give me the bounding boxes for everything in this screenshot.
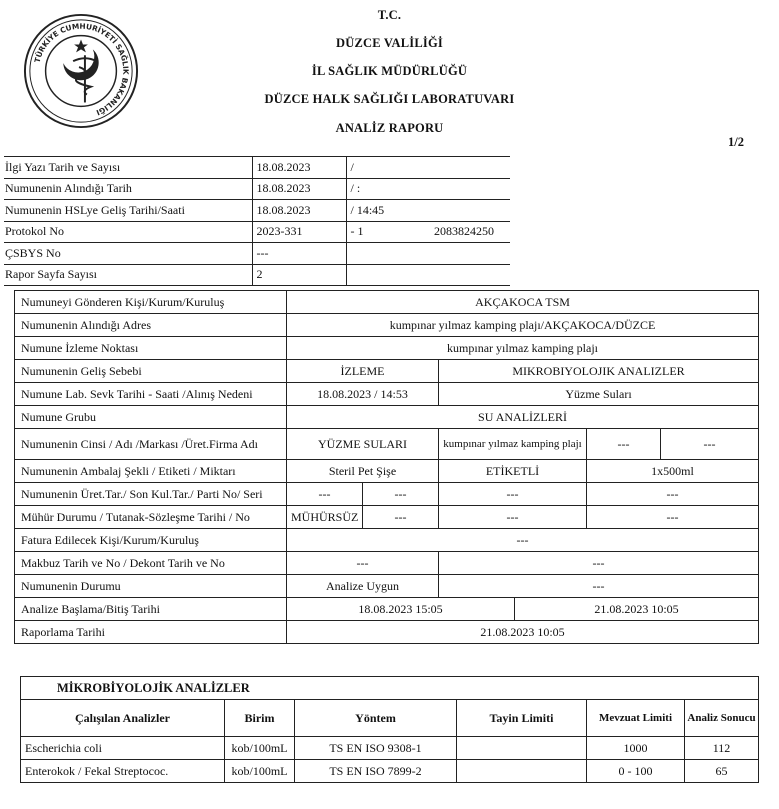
info-value: / : bbox=[346, 178, 430, 200]
pack-label: Numunenin Ambalaj Şekli / Etiketi / Miktarı bbox=[15, 460, 287, 483]
report-date-label: Raporlama Tarihi bbox=[15, 621, 287, 644]
info-value: 18.08.2023 bbox=[252, 157, 346, 179]
sender-value: AKÇAKOCA TSM bbox=[287, 291, 759, 314]
analysis-unit: kob/100mL bbox=[225, 760, 295, 783]
sample-row bbox=[15, 460, 759, 483]
receipt-value-2: --- bbox=[439, 552, 759, 575]
micro-title: MİKROBİYOLOJİK ANALİZLER bbox=[21, 677, 759, 700]
info-value bbox=[346, 264, 430, 286]
sample-row bbox=[15, 429, 759, 460]
page-number: 1/2 bbox=[728, 135, 744, 149]
kind-value-4: --- bbox=[661, 429, 759, 460]
receipt-label: Makbuz Tarih ve No / Dekont Tarih ve No bbox=[15, 552, 287, 575]
info-value: 2023-331 bbox=[252, 221, 346, 243]
sample-row bbox=[15, 598, 759, 621]
info-label: Rapor Sayfa Sayısı bbox=[4, 264, 252, 286]
seal-value-4: --- bbox=[587, 506, 759, 529]
info-label: Numunenin Alındığı Tarih bbox=[4, 178, 252, 200]
info-value: --- bbox=[252, 243, 346, 265]
pack-value-3: 1x500ml bbox=[587, 460, 759, 483]
sample-table bbox=[14, 290, 759, 644]
info-label: ÇSBYS No bbox=[4, 243, 252, 265]
sample-row bbox=[15, 483, 759, 506]
info-value bbox=[430, 178, 510, 200]
point-value: kumpınar yılmaz kamping plajı bbox=[287, 337, 759, 360]
prod-value-3: --- bbox=[439, 483, 587, 506]
header-governorship: DÜZCE VALİLİĞİ bbox=[336, 36, 443, 50]
analysis-method: TS EN ISO 9308-1 bbox=[295, 737, 457, 760]
analysis-regulation-limit: 1000 bbox=[587, 737, 685, 760]
group-label: Numune Grubu bbox=[15, 406, 287, 429]
prod-value-4: --- bbox=[587, 483, 759, 506]
pack-value-2: ETİKETLİ bbox=[439, 460, 587, 483]
prod-label: Numunenin Üret.Tar./ Son Kul.Tar./ Parti No/ Seri bbox=[15, 483, 287, 506]
micro-header-row bbox=[21, 700, 759, 737]
reason-label: Numunenin Geliş Sebebi bbox=[15, 360, 287, 383]
address-label: Numunenin Alındığı Adres bbox=[15, 314, 287, 337]
info-value bbox=[430, 264, 510, 286]
table-row bbox=[21, 760, 759, 783]
sample-row bbox=[15, 337, 759, 360]
info-value: 18.08.2023 bbox=[252, 200, 346, 222]
header-directorate: İL SAĞLIK MÜDÜRLÜĞÜ bbox=[311, 64, 468, 78]
kind-label: Numunenin Cinsi / Adı /Markası /Üret.Firma Adı bbox=[15, 429, 287, 460]
analysis-method: TS EN ISO 7899-2 bbox=[295, 760, 457, 783]
state-label: Numunenin Durumu bbox=[15, 575, 287, 598]
invoice-value: --- bbox=[287, 529, 759, 552]
pack-value-1: Steril Pet Şişe bbox=[287, 460, 439, 483]
info-value: / bbox=[346, 157, 430, 179]
address-value: kumpınar yılmaz kamping plajı/AKÇAKOCA/DÜZCE bbox=[287, 314, 759, 337]
info-value: 2083824250 bbox=[430, 221, 510, 243]
micro-table bbox=[20, 676, 759, 783]
header-laboratory: DÜZCE HALK SAĞLIĞI LABORATUVARI bbox=[264, 92, 515, 106]
info-value bbox=[430, 200, 510, 222]
sample-row bbox=[15, 529, 759, 552]
kind-value-3: --- bbox=[587, 429, 661, 460]
info-row bbox=[4, 243, 510, 265]
analysis-date-label: Analize Başlama/Bitiş Tarihi bbox=[15, 598, 287, 621]
info-label: Protokol No bbox=[4, 221, 252, 243]
analysis-end: 21.08.2023 10:05 bbox=[515, 598, 759, 621]
analysis-result: 112 bbox=[685, 737, 759, 760]
analysis-name: Escherichia coli bbox=[21, 737, 225, 760]
analysis-start: 18.08.2023 15:05 bbox=[287, 598, 515, 621]
header-unit: Birim bbox=[225, 700, 295, 737]
state-value-2: --- bbox=[439, 575, 759, 598]
info-value: 2 bbox=[252, 264, 346, 286]
info-value: / 14:45 bbox=[346, 200, 430, 222]
kind-value-2: kumpınar yılmaz kamping plajı bbox=[439, 429, 587, 460]
sample-row bbox=[15, 314, 759, 337]
reason-value-1: İZLEME bbox=[287, 360, 439, 383]
header-tc: T.C. bbox=[377, 8, 402, 22]
table-row bbox=[21, 737, 759, 760]
dispatch-label: Numune Lab. Sevk Tarihi - Saati /Alınış Nedeni bbox=[15, 383, 287, 406]
seal-label: Mühür Durumu / Tutanak-Sözleşme Tarihi / No bbox=[15, 506, 287, 529]
sender-label: Numuneyi Gönderen Kişi/Kurum/Kuruluş bbox=[15, 291, 287, 314]
header-result: Analiz Sonucu bbox=[685, 700, 759, 737]
state-value-1: Analize Uygun bbox=[287, 575, 439, 598]
seal-value-1: MÜHÜRSÜZ bbox=[287, 506, 363, 529]
analysis-detection-limit bbox=[457, 737, 587, 760]
micro-title-row bbox=[21, 677, 759, 700]
info-row bbox=[4, 221, 510, 243]
info-label: Numunenin HSLye Geliş Tarihi/Saati bbox=[4, 200, 252, 222]
analysis-unit: kob/100mL bbox=[225, 737, 295, 760]
header-regulation-limit: Mevzuat Limiti bbox=[587, 700, 685, 737]
prod-value-1: --- bbox=[287, 483, 363, 506]
sample-row bbox=[15, 406, 759, 429]
info-value: - 1 bbox=[346, 221, 430, 243]
info-row bbox=[4, 264, 510, 286]
reason-value-2: MIKROBIYOLOJIK ANALIZLER bbox=[439, 360, 759, 383]
info-label: İlgi Yazı Tarih ve Sayısı bbox=[4, 157, 252, 179]
report-date-value: 21.08.2023 10:05 bbox=[287, 621, 759, 644]
seal-value-2: --- bbox=[363, 506, 439, 529]
sample-row bbox=[15, 291, 759, 314]
prod-value-2: --- bbox=[363, 483, 439, 506]
info-value bbox=[430, 243, 510, 265]
info-row bbox=[4, 200, 510, 222]
seal-value-3: --- bbox=[439, 506, 587, 529]
group-value: SU ANALİZLERİ bbox=[287, 406, 759, 429]
analysis-name: Enterokok / Fekal Streptococ. bbox=[21, 760, 225, 783]
svg-text:TÜRKİYE CUMHURİYETİ SAĞLIK BAK: TÜRKİYE CUMHURİYETİ SAĞLIK BAKANLIĞI bbox=[32, 21, 131, 118]
sample-row bbox=[15, 575, 759, 598]
analysis-result: 65 bbox=[685, 760, 759, 783]
header-analysis: Çalışılan Analizler bbox=[21, 700, 225, 737]
sample-row bbox=[15, 383, 759, 406]
sample-row bbox=[15, 506, 759, 529]
point-label: Numune İzleme Noktası bbox=[15, 337, 287, 360]
receipt-value-1: --- bbox=[287, 552, 439, 575]
sample-row bbox=[15, 360, 759, 383]
header-detection-limit: Tayin Limiti bbox=[457, 700, 587, 737]
header-method: Yöntem bbox=[295, 700, 457, 737]
dispatch-reason: Yüzme Suları bbox=[439, 383, 759, 406]
info-value: 18.08.2023 bbox=[252, 178, 346, 200]
sample-row bbox=[15, 621, 759, 644]
analysis-regulation-limit: 0 - 100 bbox=[587, 760, 685, 783]
report-title: ANALİZ RAPORU bbox=[335, 121, 444, 135]
kind-value-1: YÜZME SULARI bbox=[287, 429, 439, 460]
info-value bbox=[430, 157, 510, 179]
info-row bbox=[4, 157, 510, 179]
dispatch-time: 18.08.2023 / 14:53 bbox=[287, 383, 439, 406]
info-value bbox=[346, 243, 430, 265]
sample-row bbox=[15, 552, 759, 575]
invoice-label: Fatura Edilecek Kişi/Kurum/Kuruluş bbox=[15, 529, 287, 552]
analysis-detection-limit bbox=[457, 760, 587, 783]
info-table bbox=[4, 156, 510, 286]
info-row bbox=[4, 178, 510, 200]
